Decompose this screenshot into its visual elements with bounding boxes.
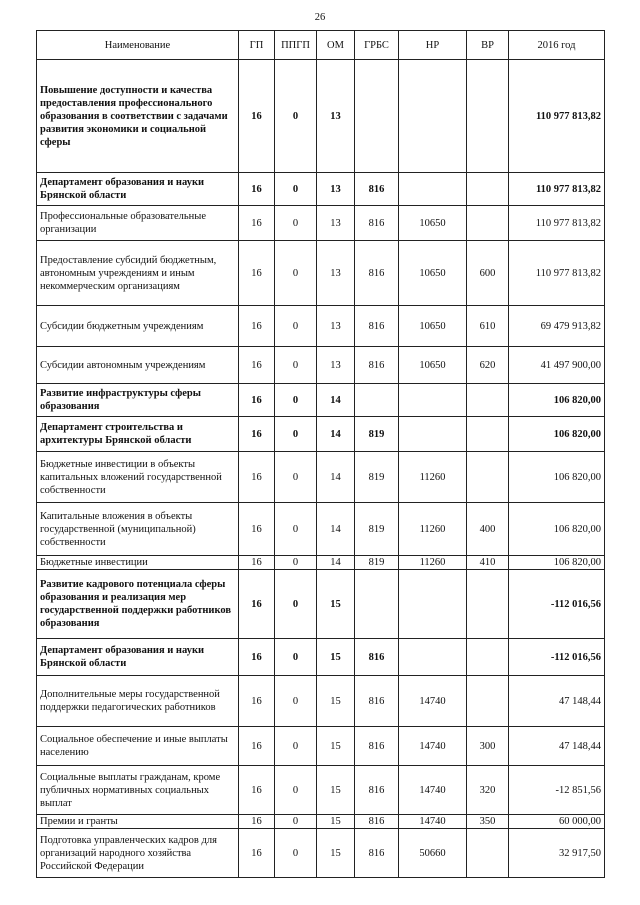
cell-name: Капитальные вложения в объекты государственной (муниципальной) собственности — [37, 503, 239, 556]
cell-name: Подготовка управленческих кадров для организаций народного хозяйства Российской Федерации — [37, 829, 239, 878]
cell-ppgp: 0 — [275, 417, 317, 452]
cell-om: 15 — [317, 829, 355, 878]
cell-name: Социальное обеспечение и иные выплаты населению — [37, 727, 239, 766]
cell-nr: 11260 — [399, 452, 467, 503]
cell-name: Развитие инфраструктуры сферы образования — [37, 384, 239, 417]
cell-gp: 16 — [239, 206, 275, 241]
cell-amount: 106 820,00 — [509, 417, 605, 452]
cell-ppgp: 0 — [275, 766, 317, 815]
cell-grbs: 819 — [355, 556, 399, 570]
table-row — [37, 347, 605, 384]
page-number: 26 — [314, 12, 326, 23]
cell-vr — [467, 417, 509, 452]
cell-vr: 620 — [467, 347, 509, 384]
cell-vr — [467, 206, 509, 241]
table-row — [37, 173, 605, 206]
cell-ppgp: 0 — [275, 570, 317, 639]
cell-amount: 110 977 813,82 — [509, 173, 605, 206]
cell-om: 13 — [317, 347, 355, 384]
cell-om: 13 — [317, 60, 355, 173]
cell-name: Департамент строительства и архитектуры Брянской области — [37, 417, 239, 452]
cell-name: Бюджетные инвестиции — [37, 556, 239, 570]
cell-vr — [467, 829, 509, 878]
cell-gp: 16 — [239, 384, 275, 417]
cell-amount: 106 820,00 — [509, 503, 605, 556]
cell-grbs — [355, 60, 399, 173]
cell-gp: 16 — [239, 347, 275, 384]
cell-vr: 300 — [467, 727, 509, 766]
cell-om: 15 — [317, 570, 355, 639]
cell-om: 13 — [317, 306, 355, 347]
cell-gp: 16 — [239, 829, 275, 878]
cell-nr — [399, 60, 467, 173]
cell-vr: 320 — [467, 766, 509, 815]
cell-name: Развитие кадрового потенциала сферы образования и реализация мер государственной поддержки работников образования — [37, 570, 239, 639]
cell-gp: 16 — [239, 452, 275, 503]
cell-nr: 11260 — [399, 556, 467, 570]
cell-nr — [399, 417, 467, 452]
table-row — [37, 570, 605, 639]
cell-grbs: 816 — [355, 306, 399, 347]
cell-ppgp: 0 — [275, 727, 317, 766]
cell-gp: 16 — [239, 173, 275, 206]
cell-ppgp: 0 — [275, 829, 317, 878]
table-row — [37, 503, 605, 556]
cell-ppgp: 0 — [275, 639, 317, 676]
cell-gp: 16 — [239, 503, 275, 556]
cell-ppgp: 0 — [275, 206, 317, 241]
cell-nr: 10650 — [399, 241, 467, 306]
cell-gp: 16 — [239, 241, 275, 306]
cell-grbs: 816 — [355, 173, 399, 206]
cell-vr — [467, 173, 509, 206]
cell-name: Премии и гранты — [37, 815, 239, 829]
cell-grbs: 816 — [355, 815, 399, 829]
cell-vr — [467, 676, 509, 727]
cell-gp: 16 — [239, 417, 275, 452]
table-row — [37, 766, 605, 815]
cell-om: 14 — [317, 452, 355, 503]
cell-gp: 16 — [239, 556, 275, 570]
cell-grbs: 819 — [355, 417, 399, 452]
cell-grbs: 819 — [355, 503, 399, 556]
cell-gp: 16 — [239, 570, 275, 639]
cell-amount: 60 000,00 — [509, 815, 605, 829]
cell-name: Бюджетные инвестиции в объекты капитальных вложений государственной собственности — [37, 452, 239, 503]
cell-amount: 110 977 813,82 — [509, 241, 605, 306]
cell-vr — [467, 452, 509, 503]
cell-amount: 106 820,00 — [509, 452, 605, 503]
cell-amount: 47 148,44 — [509, 727, 605, 766]
cell-vr — [467, 384, 509, 417]
cell-nr — [399, 639, 467, 676]
cell-vr — [467, 570, 509, 639]
cell-om: 15 — [317, 766, 355, 815]
table-row — [37, 676, 605, 727]
cell-ppgp: 0 — [275, 347, 317, 384]
table-row — [37, 417, 605, 452]
cell-nr — [399, 570, 467, 639]
cell-name: Департамент образования и науки Брянской области — [37, 639, 239, 676]
header-year: 2016 год — [509, 31, 605, 60]
cell-nr: 14740 — [399, 766, 467, 815]
cell-ppgp: 0 — [275, 306, 317, 347]
cell-name: Профессиональные образовательные организации — [37, 206, 239, 241]
cell-om: 15 — [317, 676, 355, 727]
cell-amount: 47 148,44 — [509, 676, 605, 727]
cell-om: 13 — [317, 173, 355, 206]
cell-ppgp: 0 — [275, 815, 317, 829]
header-vr: ВР — [467, 31, 509, 60]
cell-gp: 16 — [239, 727, 275, 766]
cell-ppgp: 0 — [275, 503, 317, 556]
cell-vr — [467, 60, 509, 173]
cell-vr: 400 — [467, 503, 509, 556]
cell-om: 14 — [317, 556, 355, 570]
cell-vr — [467, 639, 509, 676]
cell-name: Субсидии бюджетным учреждениям — [37, 306, 239, 347]
cell-amount: 32 917,50 — [509, 829, 605, 878]
header-name: Наименование — [37, 31, 239, 60]
cell-nr: 10650 — [399, 306, 467, 347]
cell-amount: -112 016,56 — [509, 570, 605, 639]
cell-nr: 10650 — [399, 206, 467, 241]
cell-grbs: 819 — [355, 452, 399, 503]
cell-ppgp: 0 — [275, 556, 317, 570]
cell-grbs: 816 — [355, 241, 399, 306]
cell-amount: 106 820,00 — [509, 556, 605, 570]
header-gp: ГП — [239, 31, 275, 60]
cell-ppgp: 0 — [275, 173, 317, 206]
cell-om: 15 — [317, 639, 355, 676]
cell-name: Департамент образования и науки Брянской области — [37, 173, 239, 206]
cell-vr: 410 — [467, 556, 509, 570]
cell-grbs: 816 — [355, 766, 399, 815]
cell-grbs: 816 — [355, 727, 399, 766]
cell-nr — [399, 173, 467, 206]
cell-nr — [399, 384, 467, 417]
cell-ppgp: 0 — [275, 384, 317, 417]
table-row — [37, 727, 605, 766]
cell-vr: 350 — [467, 815, 509, 829]
cell-name: Социальные выплаты гражданам, кроме публичных нормативных социальных выплат — [37, 766, 239, 815]
cell-grbs: 816 — [355, 206, 399, 241]
table-row — [37, 556, 605, 570]
cell-name: Субсидии автономным учреждениям — [37, 347, 239, 384]
table-row — [37, 815, 605, 829]
cell-amount: 41 497 900,00 — [509, 347, 605, 384]
cell-name: Предоставление субсидий бюджетным, автономным учреждениям и иным некоммерческим организациям — [37, 241, 239, 306]
header-om: ОМ — [317, 31, 355, 60]
cell-grbs: 816 — [355, 639, 399, 676]
budget-table — [36, 30, 605, 878]
cell-om: 13 — [317, 206, 355, 241]
header-nr: НР — [399, 31, 467, 60]
table-row — [37, 206, 605, 241]
cell-om: 13 — [317, 241, 355, 306]
cell-gp: 16 — [239, 766, 275, 815]
cell-om: 15 — [317, 727, 355, 766]
table-row — [37, 829, 605, 878]
cell-nr: 14740 — [399, 727, 467, 766]
table-row — [37, 639, 605, 676]
cell-nr: 10650 — [399, 347, 467, 384]
cell-amount: 110 977 813,82 — [509, 206, 605, 241]
cell-gp: 16 — [239, 60, 275, 173]
cell-nr: 11260 — [399, 503, 467, 556]
cell-amount: -112 016,56 — [509, 639, 605, 676]
header-ppgp: ППГП — [275, 31, 317, 60]
cell-ppgp: 0 — [275, 452, 317, 503]
cell-amount: -12 851,56 — [509, 766, 605, 815]
cell-amount: 110 977 813,82 — [509, 60, 605, 173]
table-row — [37, 60, 605, 173]
table-row — [37, 306, 605, 347]
cell-gp: 16 — [239, 306, 275, 347]
cell-nr: 14740 — [399, 676, 467, 727]
header-grbs: ГРБС — [355, 31, 399, 60]
cell-ppgp: 0 — [275, 241, 317, 306]
cell-name: Повышение доступности и качества предоставления профессионального образования в соответствии с задачами развития экономики и социальной сферы — [37, 60, 239, 173]
cell-grbs — [355, 570, 399, 639]
cell-gp: 16 — [239, 815, 275, 829]
cell-ppgp: 0 — [275, 676, 317, 727]
table-header-row — [37, 31, 605, 60]
cell-gp: 16 — [239, 676, 275, 727]
cell-grbs: 816 — [355, 347, 399, 384]
cell-nr: 50660 — [399, 829, 467, 878]
cell-grbs — [355, 384, 399, 417]
cell-om: 14 — [317, 503, 355, 556]
table-row — [37, 241, 605, 306]
cell-amount: 106 820,00 — [509, 384, 605, 417]
cell-om: 14 — [317, 384, 355, 417]
cell-amount: 69 479 913,82 — [509, 306, 605, 347]
cell-nr: 14740 — [399, 815, 467, 829]
table-row — [37, 452, 605, 503]
table-row — [37, 384, 605, 417]
cell-gp: 16 — [239, 639, 275, 676]
cell-name: Дополнительные меры государственной поддержки педагогических работников — [37, 676, 239, 727]
cell-ppgp: 0 — [275, 60, 317, 173]
cell-om: 15 — [317, 815, 355, 829]
cell-vr: 610 — [467, 306, 509, 347]
cell-grbs: 816 — [355, 676, 399, 727]
cell-om: 14 — [317, 417, 355, 452]
cell-grbs: 816 — [355, 829, 399, 878]
cell-vr: 600 — [467, 241, 509, 306]
